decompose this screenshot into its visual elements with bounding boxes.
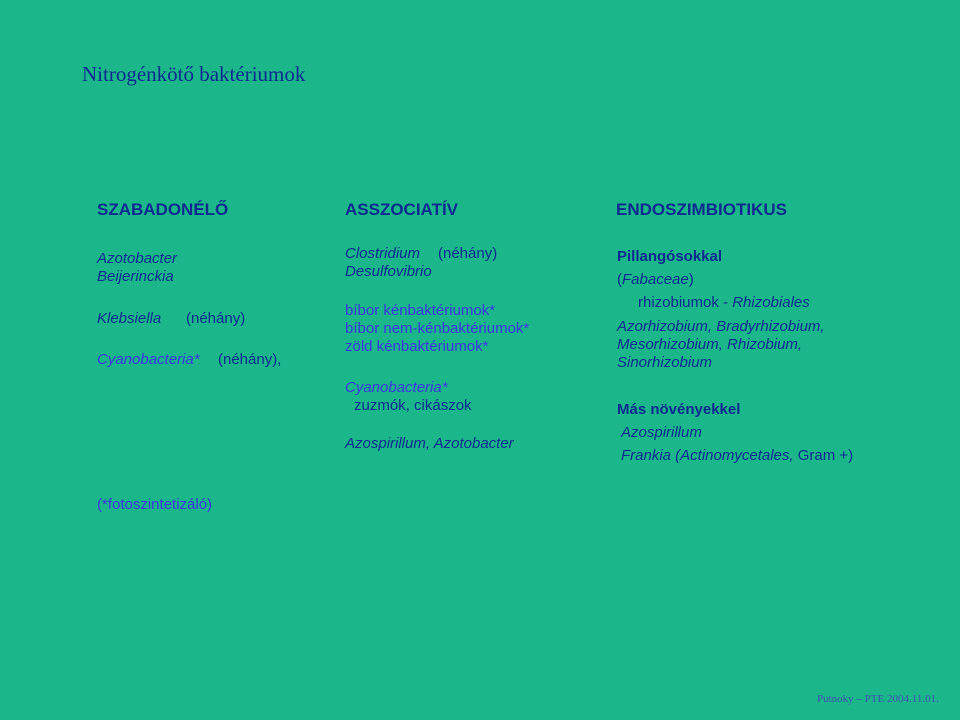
item-azospirillum-azotobacter: Azospirillum, Azotobacter [345,435,514,452]
item-azospirillum: Azospirillum [621,424,702,441]
item-cyanobacteria-free: Cyanobacteria* [97,351,200,368]
genera-line-2: Mesorhizobium, Rhizobium, [617,336,803,353]
frankia-name: Frankia (Actinomycetales, [621,447,794,464]
item-purple-nonsulfur: bíbor nem-kénbaktériumok* [345,320,530,337]
item-rhizobia [638,294,810,312]
item-other-plants: Más növényekkel [617,401,741,418]
heading-associative: ASSZOCIATÍV [345,200,459,219]
heading-endosymbiotic: ENDOSZIMBIOTIKUS [616,200,787,219]
rhizobia-label: rhizobiumok - [638,294,733,311]
footer-credit: Putnoky – PTE 2004.11.01. [817,693,939,705]
item-purple-sulfur: bíbor kénbaktériumok* [345,302,496,319]
item-beijerinckia: Beijerinckia [97,268,174,285]
clostridium-note: (néhány) [438,245,498,262]
klebsiella-note: (néhány) [186,310,246,327]
item-clostridium: Clostridium [345,245,421,262]
item-azotobacter: Azotobacter [97,250,178,267]
item-desulfovibrio: Desulfovibrio [345,263,432,280]
fabaceae-open: ( [617,271,622,288]
fabaceae-close: ) [688,271,694,288]
genera-line-1: Azorhizobium, Bradyrhizobium, [617,318,825,335]
heading-free-living: SZABADONÉLŐ [97,200,229,219]
item-frankia [621,447,853,465]
cyanobacteria-note: (néhány), [218,351,282,368]
item-green-sulfur: zöld kénbaktériumok* [345,338,489,355]
genera-line-3: Sinorhizobium [617,354,713,371]
item-lichens: zuzmók, cikászok [354,397,472,414]
rhizobiales: Rhizobiales [732,294,810,311]
page-title: Nitrogénkötő baktériumok [82,62,306,86]
item-fabaceae [617,271,694,289]
item-cyanobacteria-assoc: Cyanobacteria* [345,379,448,396]
item-legumes: Pillangósokkal [617,248,723,265]
item-klebsiella: Klebsiella [97,310,162,327]
gram-note: Gram +) [793,447,854,464]
fabaceae-name: Fabaceae [622,271,689,288]
footnote: (*fotoszintetizáló) [97,496,213,513]
